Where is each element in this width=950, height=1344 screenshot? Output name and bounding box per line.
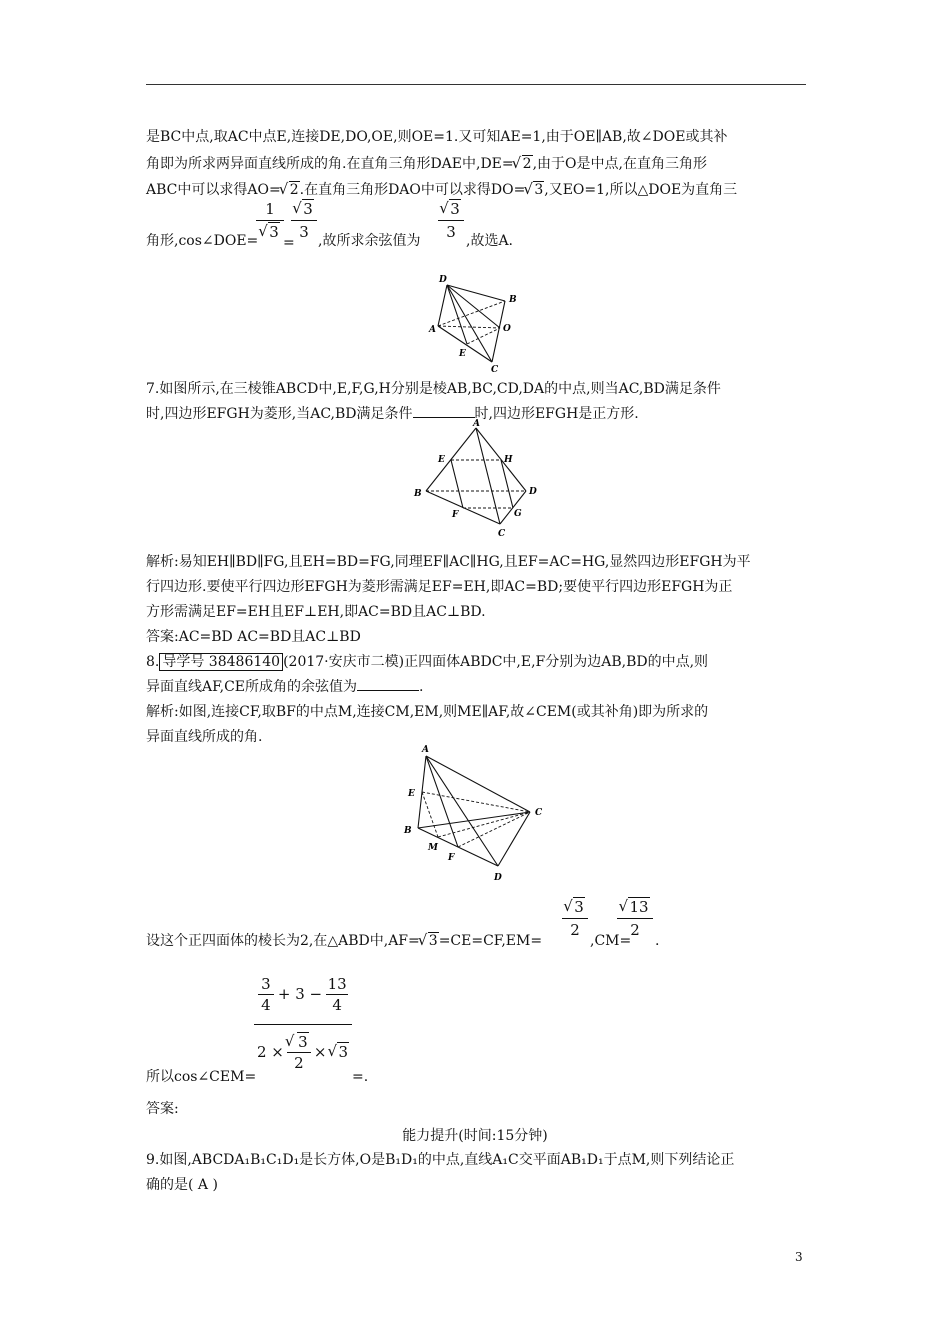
sqrt-3-b: √ 3 xyxy=(420,932,439,950)
calc-l1d: ,CM= xyxy=(590,933,632,949)
a7-line2: 行四边形.要使平行四边形EFGH为菱形需满足EF=EH,即AC=BD;要使平行四边形EFGH为正 xyxy=(146,579,733,595)
section-heading: 能力提升(时间:15分钟) xyxy=(402,1128,548,1144)
frac-3-4: 3 4 xyxy=(258,974,274,1015)
figure-regular-tetrahedron xyxy=(398,740,548,885)
fig2-label-h: H xyxy=(504,455,513,465)
fig3-label-f: F xyxy=(448,853,455,863)
p1-line3 xyxy=(146,181,737,199)
sqrt-2-a: √ 2 xyxy=(514,155,533,173)
fig3-label-d: D xyxy=(494,873,502,883)
sqrt-3-c: √ 3 xyxy=(329,1043,349,1061)
fig1-label-e: E xyxy=(459,349,466,359)
sqrt-2-b: √ 2 xyxy=(281,181,300,199)
eq-sign: = xyxy=(283,235,295,251)
guide-tag: 导学号 38486140 xyxy=(159,653,283,671)
frac-1-over-sqrt3: 1 √ 3 xyxy=(256,200,284,241)
q8-blank xyxy=(357,678,419,691)
fig3-label-m: M xyxy=(428,843,438,853)
fig2-label-c: C xyxy=(498,529,506,539)
big-numerator: 3 4 + 3 − 13 4 xyxy=(254,968,352,1020)
p1-line4: 角形,cos∠DOE= xyxy=(146,233,259,249)
p1-l4c: ,故选A. xyxy=(466,233,514,249)
fig3-label-e: E xyxy=(408,789,415,799)
sqrt-3-a: √ 3 xyxy=(525,181,544,199)
page-number: 3 xyxy=(795,1250,803,1264)
fig2-label-f: F xyxy=(452,510,459,520)
a7-line3: 方形需满足EF=EH且EF⊥EH,即AC=BD且AC⊥BD. xyxy=(146,604,486,620)
fig2-label-e: E xyxy=(438,455,445,465)
frac-cm: √ 13 2 xyxy=(617,898,653,939)
fig1-label-a: A xyxy=(429,325,436,335)
figure-tetrahedron-efgh xyxy=(408,418,548,543)
q7-line2: 时,四边形EFGH为菱形,当AC,BD满足条件 时,四边形EFGH是正方形. xyxy=(146,406,639,422)
fig2-label-d: D xyxy=(529,487,537,497)
q8-line1: 8. 导学号 38486140 (2017·安庆市二模)正四面体ABDC中,E,F分别为边AB,BD的中点,则 xyxy=(146,654,709,670)
calc-l1e: . xyxy=(655,933,660,949)
calc-line2-end: =. xyxy=(352,1069,369,1085)
fig1-label-d: D xyxy=(439,275,447,285)
a7-answer: 答案:AC=BD AC=BD且AC⊥BD xyxy=(146,629,361,645)
calc-line2: 所以cos∠CEM= xyxy=(146,1069,257,1085)
p1-line1: 是BC中点,取AC中点E,连接DE,DO,OE,则OE=1.又可知AE=1,由于OE∥AB,故∠DOE或其补 xyxy=(146,129,728,145)
fig2-label-a: A xyxy=(473,419,480,429)
p1-l2c: ,由于O是中点,在直角三角形 xyxy=(532,156,707,172)
fig3-label-a: A xyxy=(422,745,429,755)
fig1-label-b: B xyxy=(509,295,517,305)
fig3-label-c: C xyxy=(535,808,543,818)
p1-l4b: ,故所求余弦值为 xyxy=(318,233,421,249)
big-denominator: 2 × √ 3 2 × √ 3 xyxy=(254,1025,352,1079)
a7-line1: 解析:易知EH∥BD∥FG,且EH=BD=FG,同理EF∥AC∥HG,且EF=AC=HG,显然四边形EFGH为平 xyxy=(146,554,751,570)
p1-l3c: .在直角三角形DAO中可以求得DO= xyxy=(299,182,526,198)
frac-sqrt3-2: √ 3 2 xyxy=(287,1032,311,1073)
frac-13-4: 13 4 xyxy=(327,974,347,1014)
p1-l3a: ABC中可以求得AO= xyxy=(146,182,281,198)
q9-line1: 9.如图,ABCDA₁B₁C₁D₁是长方体,O是B₁D₁的中点,直线A₁C交平面AB₁D₁于点M,则下列结论正 xyxy=(146,1152,735,1168)
q7-line1: 7.如图所示,在三棱锥ABCD中,E,F,G,H分别是棱AB,BC,CD,DA的中点,则当AC,BD满足条件 xyxy=(146,381,721,397)
q9-line2: 确的是( A ) xyxy=(146,1177,218,1193)
calc-line1: 设这个正四面体的棱长为2,在△ABD中,AF=√ 3=CE=CF,EM= xyxy=(146,932,542,950)
fig1-label-c: C xyxy=(491,365,499,375)
p1-l2a: 角即为所求两异面直线所成的角.在直角三角形DAE中,DE= xyxy=(146,156,514,172)
frac-sqrt3-over-3-b: √ 3 3 xyxy=(438,200,464,241)
q8-analysis-line1: 解析:如图,连接CF,取BF的中点M,连接CM,EM,则ME∥AF,故∠CEM(或其补角)即为所求的 xyxy=(146,704,709,720)
fig3-label-b: B xyxy=(404,826,412,836)
q8-line2: 异面直线AF,CE所成角的余弦值为 . xyxy=(146,679,424,695)
cos-cem-fraction xyxy=(254,968,352,1079)
fig2-label-g: G xyxy=(514,509,522,519)
header-rule xyxy=(146,84,806,85)
frac-em: √ 3 2 xyxy=(562,898,588,939)
calc-answer: 答案: xyxy=(146,1101,179,1117)
fig1-label-o: O xyxy=(503,324,511,334)
q8-analysis-line2: 异面直线所成的角. xyxy=(146,729,263,745)
fig2-label-b: B xyxy=(414,489,422,499)
p1-l3e: ,又EO=1,所以△DOE为直角三 xyxy=(544,182,738,198)
frac-sqrt3-over-3-a: √ 3 3 xyxy=(291,200,317,241)
figure-tetrahedron-doe xyxy=(425,268,525,376)
p1-line2 xyxy=(146,155,707,173)
q7-blank xyxy=(413,405,475,418)
